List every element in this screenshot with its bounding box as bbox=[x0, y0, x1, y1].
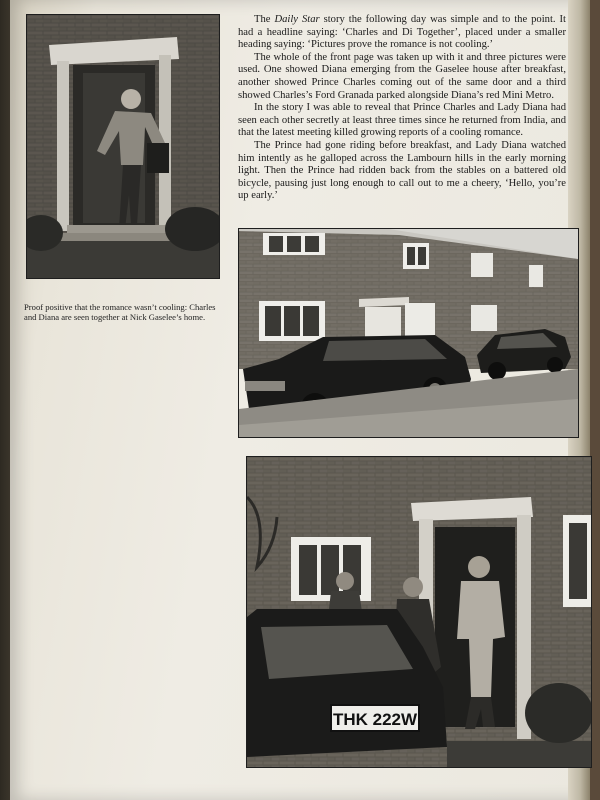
article-paragraph: The Daily Star story the following day was simple and to the point. It had a headline saying: ‘Charles and Di Together’, placed under a smaller heading saying: ‘Pictures prove the romance is not cooling.’ bbox=[238, 14, 566, 51]
article-body bbox=[238, 14, 566, 203]
article-paragraph: In the story I was able to reveal that Prince Charles and Lady Diana had seen each other secretly at least three times since he returned from India, and that the latest meeting killed growing reports of a cooling romance. bbox=[238, 102, 566, 139]
license-plate: THK 222W bbox=[332, 710, 418, 729]
photo-caption: Proof positive that the romance wasn’t cooling: Charles and Diana are seen together at Nick Gaselee’s home. bbox=[24, 302, 216, 323]
photo-men-at-doorway bbox=[246, 456, 592, 768]
article-paragraph: The Prince had gone riding before breakfast, and Lady Diana watched him intently as he galloped across the Lambourn hills in the early morning light. Then the Prince had ridden back from the stables on a battered old bicycle, pausing just long enough to call out to me a cheery, ‘Hello, you’re up early.’ bbox=[238, 139, 566, 202]
photo-diana-doorway bbox=[26, 14, 220, 279]
article-paragraph: The whole of the front page was taken up with it and three pictures were used. One showed Diana emerging from the Gaselee house after breakfast, another showed Prince Charles coming out of the same door and a third showed Charles’s Ford Granada parked alongside Diana’s red Mini Metro. bbox=[238, 51, 566, 101]
newspaper-name: Daily Star bbox=[274, 14, 320, 25]
photo-cars-outside-house bbox=[238, 228, 579, 438]
